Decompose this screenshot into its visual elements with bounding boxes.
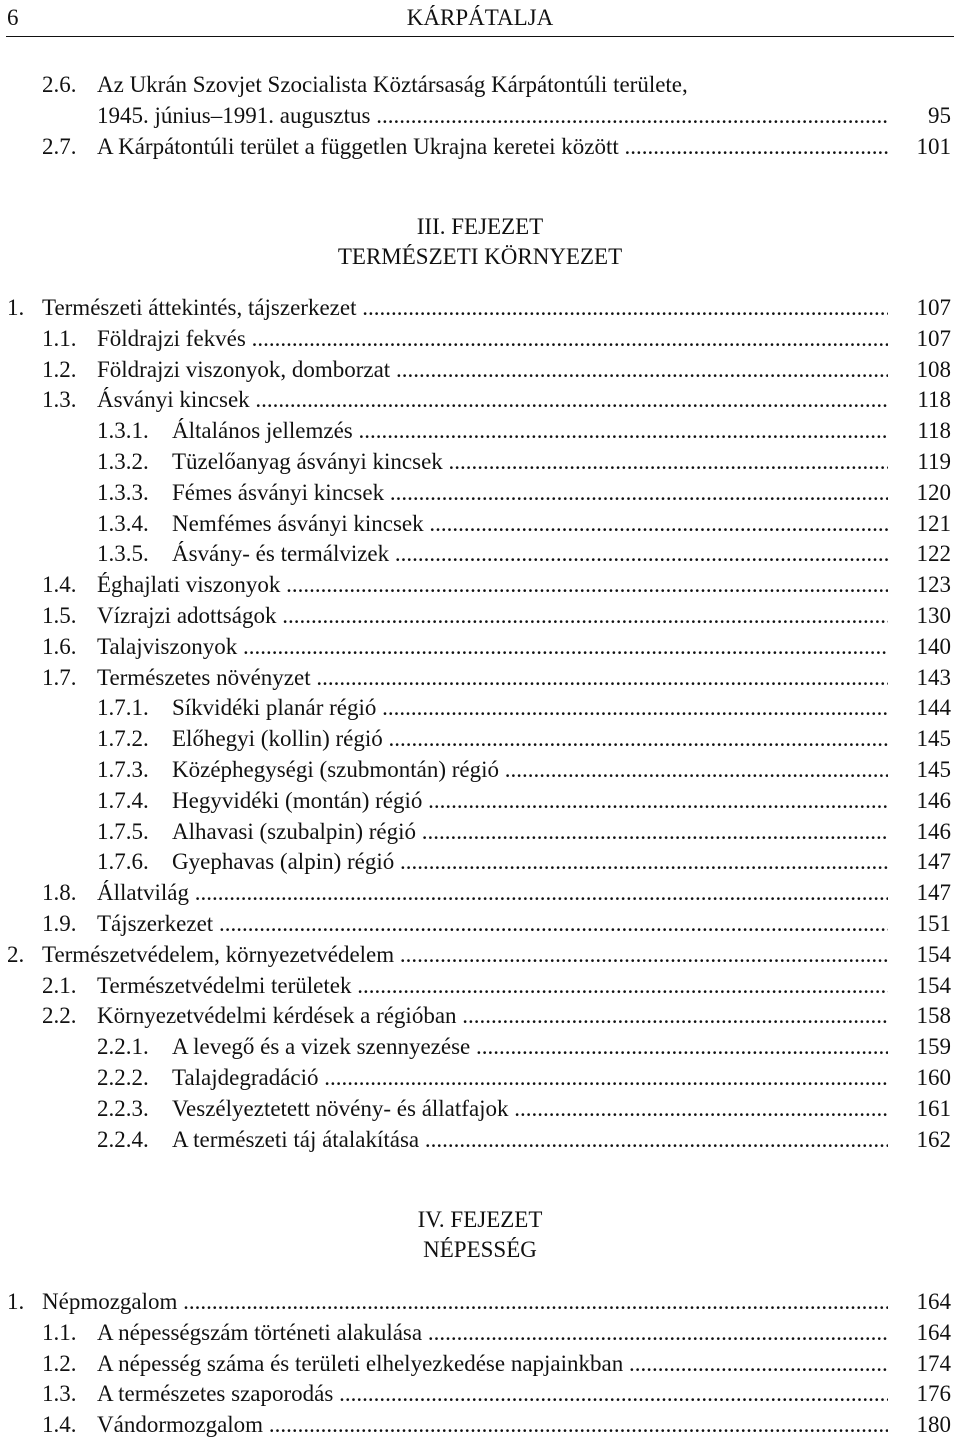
toc-entry-title: Fémes ásványi kincsek ..... [172,478,888,509]
toc-entry [0,940,960,971]
toc-entry-number: 1.3. [42,1381,77,1407]
toc-entry [0,817,960,848]
toc-entry-title: A levegő és a vizek szennyezése ..... [172,1032,888,1063]
toc-entry-title: Ásvány- és termálvizek ..... [172,539,888,570]
toc-top-section [0,70,960,162]
toc-entry-page: 95 [928,102,951,128]
toc-entry-continuation [0,101,960,132]
running-title: KÁRPÁTALJA [406,5,554,30]
toc-entry-number: 1.7.1. [97,695,149,721]
chapter-label: IV. FEJEZET [417,1207,543,1232]
toc-entry-page: 159 [916,1034,951,1060]
toc-entry-number: 2.2. [42,1003,77,1029]
toc-chapter-3 [0,293,960,1155]
toc-entry [0,447,960,478]
toc-entry-number: 1.2. [42,1350,77,1376]
toc-entry-number: 1.7.3. [97,756,149,782]
chapter-title: NÉPESSÉG [423,1237,537,1262]
toc-entry-number: 2.6. [42,72,77,97]
toc-entry-page: 145 [916,726,951,752]
toc-entry-page: 121 [916,510,951,536]
toc-entry-number: 1.5. [42,602,77,628]
toc-entry-number: 1.7.4. [97,787,149,813]
toc-entry-page: 164 [916,1319,951,1345]
toc-entry-page: 143 [916,664,951,690]
toc-entry [0,416,960,447]
toc-entry-page: 154 [916,972,951,998]
toc-entry-page: 118 [917,418,951,444]
toc-entry-page: 164 [916,1289,951,1314]
toc-entry-number: 1.3.1. [97,418,149,444]
toc-entry-number: 1. [7,1289,25,1314]
toc-entry-number: 1.7. [42,664,77,690]
toc-entry [0,755,960,786]
toc-entry-title: A természetes szaporodás ..... [97,1379,888,1410]
toc-entry-title: Tájszerkezet ..... [97,909,888,940]
toc-entry-title: Előhegyi (kollin) régió ..... [172,724,888,755]
toc-entry-title: Veszélyeztetett növény- és állatfajok ..... [172,1094,888,1125]
toc-entry-title: Állatvilág ..... [97,878,888,909]
toc-entry-page: 145 [916,756,951,782]
toc-entry [0,847,960,878]
toc-entry-number: 2.2.1. [97,1034,149,1060]
toc-entry-title: A népességszám történeti alakulása ..... [97,1318,888,1349]
toc-entry-page: 180 [916,1412,951,1438]
toc-entry-page: 158 [916,1003,951,1029]
header-rule [6,36,954,37]
toc-entry [0,971,960,1002]
page-number: 6 [7,5,19,30]
toc-entry-page: 144 [916,695,951,721]
toc-entry-number: 1.4. [42,572,77,598]
toc-entry-number: 1.6. [42,633,77,659]
toc-entry-title: Gyephavas (alpin) régió ..... [172,847,888,878]
toc-entry-title: Természetvédelmi területek ..... [97,971,888,1002]
toc-entry-page: 122 [916,541,951,567]
toc-entry-number: 1.1. [42,325,77,351]
toc-entry-page: 147 [916,880,951,906]
toc-entry-title: Talajdegradáció ..... [172,1063,888,1094]
toc-entry-page: 146 [916,818,951,844]
toc-entry [0,385,960,416]
toc-entry-title: A Kárpátontúli terület a független Ukrajna keretei között ..... [97,132,888,163]
toc-entry [0,355,960,386]
toc-entry-number: 1.3.5. [97,541,149,567]
toc-entry [0,724,960,755]
toc-entry-title: A népesség száma és területi elhelyezkedése napjainkban ..... [97,1349,888,1380]
toc-entry-page: 174 [916,1350,951,1376]
toc-entry [0,324,960,355]
toc-entry [0,1379,960,1410]
toc-entry-number: 1.3.3. [97,479,149,505]
toc-entry-number: 2.2.4. [97,1126,149,1152]
toc-entry [0,909,960,940]
toc-entry [0,632,960,663]
toc-entry-number: 2. [7,941,25,967]
toc-entry [0,1001,960,1032]
toc-entry-number: 2.1. [42,972,77,998]
toc-entry [0,132,960,163]
toc-entry [0,878,960,909]
toc-entry [0,1287,960,1318]
toc-entry-title: Az Ukrán Szovjet Szocialista Köztársaság Kárpátontúli területe, [97,72,688,97]
toc-entry-title: A természeti táj átalakítása ..... [172,1125,888,1156]
toc-entry-title: Hegyvidéki (montán) régió ..... [172,786,888,817]
toc-entry [0,1125,960,1156]
toc-entry-title: Vándormozgalom ..... [97,1410,888,1441]
toc-entry-page: 140 [916,633,951,659]
toc-entry [0,570,960,601]
toc-entry-page: 161 [916,1095,951,1121]
toc-entry-title: Természetvédelem, környezetvédelem ..... [42,940,888,971]
toc-entry-page: 108 [916,356,951,382]
toc-entry-title: Éghajlati viszonyok ..... [97,570,888,601]
toc-entry [0,601,960,632]
toc-entry-page: 147 [916,849,951,875]
toc-entry [0,1032,960,1063]
toc-entry-page: 162 [916,1126,951,1152]
toc-entry-number: 1.8. [42,880,77,906]
toc-entry [0,539,960,570]
toc-entry-number: 1.7.5. [97,818,149,844]
toc-entry-title: Nemfémes ásványi kincsek ..... [172,509,888,540]
toc-entry-page: 123 [916,572,951,598]
toc-entry-number: 1.7.2. [97,726,149,752]
toc-entry-number: 2.7. [42,133,77,159]
toc-entry-page: 107 [916,295,951,320]
toc-entry [0,509,960,540]
chapter-title: TERMÉSZETI KÖRNYEZET [337,244,623,269]
toc-entry-page: 151 [916,910,951,936]
toc-entry-page: 101 [916,133,951,159]
toc-entry [0,1410,960,1441]
toc-entry-title: Középhegységi (szubmontán) régió ..... [172,755,888,786]
toc-entry-title: Földrajzi viszonyok, domborzat ..... [97,355,888,386]
toc-entry [0,1094,960,1125]
toc-entry-title: Alhavasi (szubalpin) régió ..... [172,817,888,848]
chapter-heading-4 [0,1205,960,1265]
toc-entry-number: 1.7.6. [97,849,149,875]
toc-entry-title: Síkvidéki planár régió ..... [172,693,888,724]
toc-entry-number: 1.2. [42,356,77,382]
toc-entry [0,1349,960,1380]
toc-entry-title: 1945. június–1991. augusztus ..... [97,101,888,132]
toc-entry-title: Földrajzi fekvés ..... [97,324,888,355]
toc-entry-page: 118 [917,387,951,413]
toc-entry [0,70,960,101]
toc-entry-number: 1.3.2. [97,448,149,474]
toc-entry-title: Természeti áttekintés, tájszerkezet ..... [42,293,888,324]
toc-entry [0,1318,960,1349]
toc-entry [0,663,960,694]
toc-entry-number: 2.2.3. [97,1095,149,1121]
toc-entry [0,478,960,509]
toc-entry-page: 154 [916,941,951,967]
chapter-heading-3 [0,212,960,272]
toc-entry-page: 160 [916,1064,951,1090]
toc-entry [0,1063,960,1094]
toc-entry-title: Vízrajzi adottságok ..... [97,601,888,632]
toc-entry-title: Tüzelőanyag ásványi kincsek ..... [172,447,888,478]
toc-entry-page: 176 [916,1381,951,1407]
toc-entry-number: 2.2.2. [97,1064,149,1090]
toc-entry-title: Ásványi kincsek ..... [97,385,888,416]
toc-entry-number: 1.3.4. [97,510,149,536]
toc-entry-page: 120 [916,479,951,505]
toc-chapter-4 [0,1287,960,1441]
toc-entry-title: Népmozgalom ..... [42,1287,888,1318]
toc-entry-page: 130 [916,602,951,628]
toc-entry-number: 1.4. [42,1412,77,1438]
toc-entry-title: Természetes növényzet ..... [97,663,888,694]
toc-entry-title: Talajviszonyok ..... [97,632,888,663]
toc-entry [0,786,960,817]
toc-entry-page: 119 [917,448,951,474]
toc-entry-number: 1.1. [42,1319,77,1345]
page-header [0,0,960,36]
toc-entry-title: Környezetvédelmi kérdések a régióban ..... [97,1001,888,1032]
toc-entry-page: 146 [916,787,951,813]
toc-entry-page: 107 [916,325,951,351]
chapter-label: III. FEJEZET [416,214,544,239]
toc-entry-number: 1.3. [42,387,77,413]
toc-entry [0,693,960,724]
toc-entry-number: 1.9. [42,910,77,936]
toc-entry-title: Általános jellemzés ..... [172,416,888,447]
toc-entry-number: 1. [7,295,25,320]
toc-entry [0,293,960,324]
